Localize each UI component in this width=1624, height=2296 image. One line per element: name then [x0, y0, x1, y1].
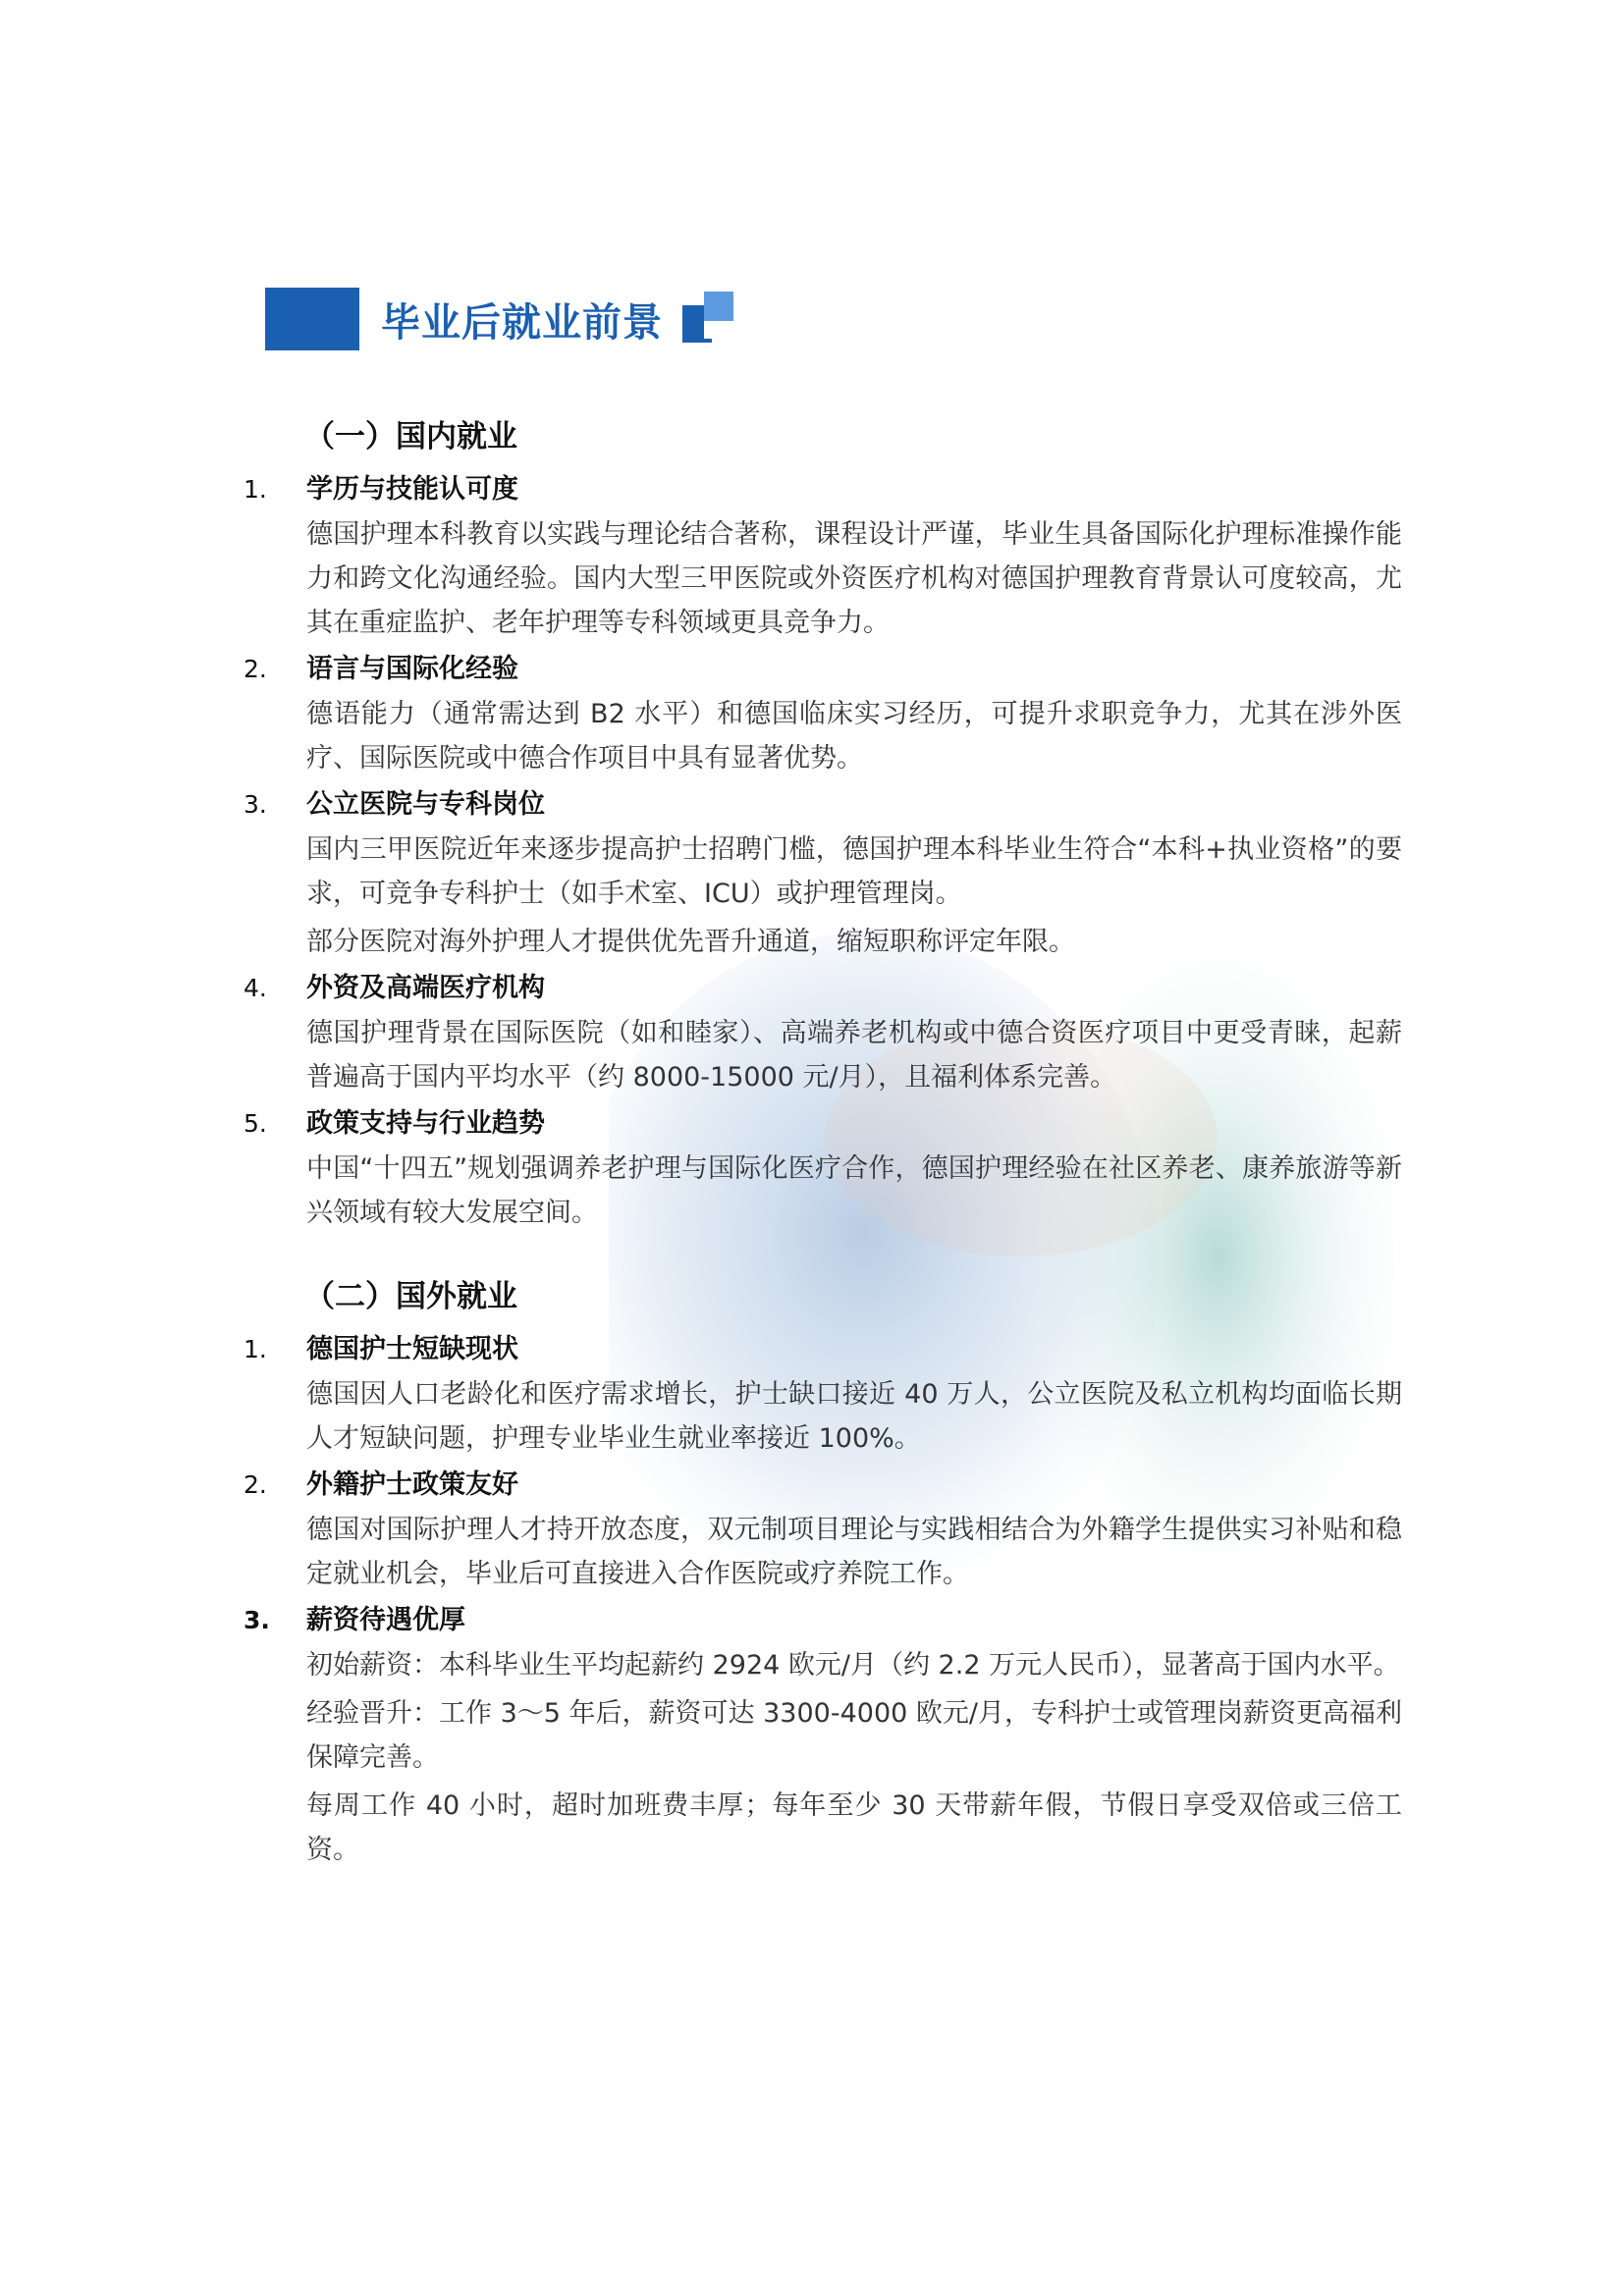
title-accent-block	[265, 288, 359, 350]
page-title: 毕业后就业前景	[381, 299, 663, 346]
domestic-list	[244, 467, 1402, 1235]
list-item-paragraph: 初始薪资：本科毕业生平均起薪约 2924 欧元/月（约 2.2 万元人民币），显著高于国内水平。	[306, 1650, 1400, 1681]
list-item-number: 5.	[244, 1109, 267, 1138]
list-item-body	[306, 1101, 1402, 1235]
list-item-paragraph: 中国“十四五”规划强调养老护理与国际化医疗合作，德国护理经验在社区养老、康养旅游等新兴领域有较大发展空间。	[306, 1153, 1402, 1228]
title-squares-icon	[682, 292, 737, 347]
list-item-paragraph: 德国对国际护理人才持开放态度，双元制项目理论与实践相结合为外籍学生提供实习补贴和稳定就业机会，毕业后可直接进入合作医院或疗养院工作。	[306, 1515, 1402, 1589]
list-item-paragraph: 德国因人口老龄化和医疗需求增长，护士缺口接近 40 万人，公立医院及私立机构均面临长期人才短缺问题，护理专业毕业生就业率接近 100%。	[306, 1379, 1402, 1454]
list-item-number: 3.	[244, 790, 267, 819]
list-item-title: 学历与技能认可度	[306, 474, 518, 505]
list-item-title: 外资及高端医疗机构	[306, 973, 545, 1003]
list-item	[244, 1327, 1402, 1461]
section-heading-domestic: （一）国内就业	[304, 419, 517, 454]
section-heading-abroad: （二）国外就业	[304, 1279, 517, 1314]
list-item-title: 外籍护士政策友好	[306, 1469, 518, 1500]
list-item-body	[306, 1598, 1402, 1872]
list-item-number: 2.	[244, 655, 267, 683]
list-item-paragraph: 部分医院对海外护理人才提供优先晋升通道，缩短职称评定年限。	[306, 927, 1075, 957]
list-item-paragraph: 经验晋升：工作 3～5 年后，薪资可达 3300-4000 欧元/月，专科护士或管理岗薪资更高福利保障完善。	[306, 1698, 1402, 1773]
list-item	[244, 1101, 1402, 1235]
list-item-body	[306, 467, 1402, 645]
list-item-body	[306, 647, 1402, 780]
list-item-paragraph: 国内三甲医院近年来逐步提高护士招聘门槛，德国护理本科毕业生符合“本科+执业资格”的要求，可竞争专科护士（如手术室、ICU）或护理管理岗。	[306, 834, 1402, 909]
list-item-paragraph: 德国护理背景在国际医院（如和睦家）、高端养老机构或中德合资医疗项目中更受青睐，起薪普遍高于国内平均水平（约 8000-15000 元/月），且福利体系完善。	[306, 1018, 1402, 1093]
list-item	[244, 966, 1402, 1099]
list-item-paragraph: 德语能力（通常需达到 B2 水平）和德国临床实习经历，可提升求职竞争力，尤其在涉外医疗、国际医院或中德合作项目中具有显著优势。	[306, 699, 1402, 774]
list-item-number: 1.	[244, 475, 267, 504]
list-item-paragraph: 每周工作 40 小时，超时加班费丰厚；每年至少 30 天带薪年假，节假日享受双倍或三倍工资。	[306, 1790, 1402, 1865]
list-item-title: 德国护士短缺现状	[306, 1334, 518, 1364]
list-item	[244, 467, 1402, 645]
list-item-number: 3.	[244, 1606, 270, 1634]
list-item	[244, 647, 1402, 780]
list-item-title: 语言与国际化经验	[306, 654, 518, 684]
list-item-number: 2.	[244, 1470, 267, 1499]
list-item-number: 4.	[244, 974, 267, 1002]
list-item-body	[306, 782, 1402, 964]
abroad-list	[244, 1327, 1402, 1872]
list-item-body	[306, 1463, 1402, 1596]
list-item-title: 公立医院与专科岗位	[306, 789, 545, 820]
page-title-bar	[265, 288, 737, 350]
list-item-body	[306, 1327, 1402, 1461]
list-item-body	[306, 966, 1402, 1099]
main-content	[244, 408, 1402, 1872]
list-item	[244, 1598, 1402, 1872]
list-item-title: 薪资待遇优厚	[306, 1605, 465, 1635]
list-item-paragraph: 德国护理本科教育以实践与理论结合著称，课程设计严谨，毕业生具备国际化护理标准操作能力和跨文化沟通经验。国内大型三甲医院或外资医疗机构对德国护理教育背景认可度较高，尤其在重症监护、老年护理等专科领域更具竞争力。	[306, 519, 1402, 638]
list-item	[244, 782, 1402, 964]
list-item-title: 政策支持与行业趋势	[306, 1108, 545, 1139]
list-item-number: 1.	[244, 1335, 267, 1363]
list-item	[244, 1463, 1402, 1596]
